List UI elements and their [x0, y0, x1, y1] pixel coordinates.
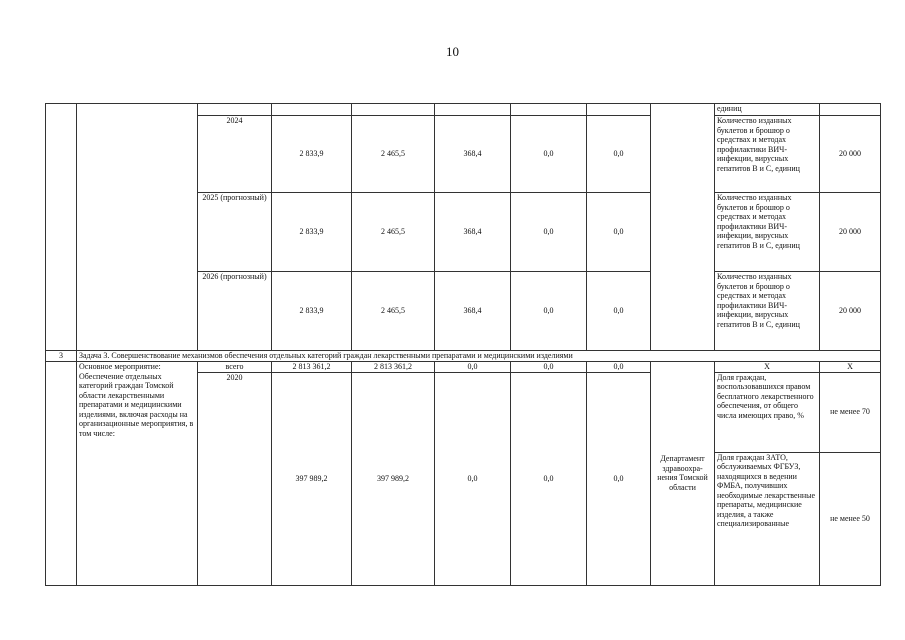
target-cell: не менее 50 — [820, 452, 881, 585]
value-cell: 2 465,5 — [352, 116, 435, 193]
target-cell: 20 000 — [820, 272, 881, 351]
value-cell: 2 833,9 — [272, 272, 352, 351]
value-cell: 2 833,9 — [272, 116, 352, 193]
indicator-cell: Доля граждан, воспользовавшихся правом бесплатного лекарственного обеспечения, от общего числа имеющих право, % — [715, 372, 820, 452]
value-cell: 397 989,2 — [352, 372, 435, 585]
value-cell: 0,0 — [511, 116, 587, 193]
year-cell: всего — [198, 362, 272, 373]
task-row — [46, 351, 881, 362]
year-cell: 2020 — [198, 372, 272, 585]
value-cell: 0,0 — [587, 372, 651, 585]
value-cell: 397 989,2 — [272, 372, 352, 585]
value-cell: 2 813 361,2 — [272, 362, 352, 373]
value-cell: 2 465,5 — [352, 193, 435, 272]
value-cell: 0,0 — [511, 362, 587, 373]
value-cell — [587, 104, 651, 116]
row-number-cell — [46, 104, 77, 351]
year-cell: 2026 (прогнозный) — [198, 272, 272, 351]
value-cell: 0,0 — [587, 116, 651, 193]
value-cell: 2 833,9 — [272, 193, 352, 272]
indicator-cell: Количество изданных буклетов и брошюр о средствах и методах профилактики ВИЧ-инфекции, вирусных гепатитов В и С, единиц — [715, 116, 820, 193]
measure-name-cell: Основное мероприятие: Обеспечение отдельных категорий граждан Томской области лекарственными препаратами и медицинскими изделиями, включая расходы на организационные мероприятия, в том числе: — [77, 362, 198, 586]
value-cell — [511, 104, 587, 116]
executor-cell: Департамент здравоохра-нения Томской области — [651, 362, 715, 586]
task-title: Задача 3. Совершенствование механизмов обеспечения отдельных категорий граждан лекарственными препаратами и медицинскими изделиями — [77, 351, 881, 362]
target-cell: 20 000 — [820, 193, 881, 272]
year-cell: 2024 — [198, 116, 272, 193]
value-cell: 368,4 — [435, 193, 511, 272]
program-table — [45, 103, 881, 586]
value-cell — [435, 104, 511, 116]
measure-name-cell — [77, 104, 198, 351]
value-cell: 0,0 — [511, 372, 587, 585]
value-cell: 2 813 361,2 — [352, 362, 435, 373]
row-number-cell — [46, 362, 77, 586]
indicator-cell: Количество изданных буклетов и брошюр о средствах и методах профилактики ВИЧ-инфекции, вирусных гепатитов В и С, единиц — [715, 272, 820, 351]
indicator-cell: Х — [715, 362, 820, 373]
value-cell: 0,0 — [435, 372, 511, 585]
value-cell: 0,0 — [511, 272, 587, 351]
page-number: 10 — [446, 44, 459, 59]
value-cell: 0,0 — [587, 362, 651, 373]
executor-cell — [651, 104, 715, 351]
value-cell: 0,0 — [435, 362, 511, 373]
target-cell — [820, 104, 881, 116]
year-cell: 2025 (прогнозный) — [198, 193, 272, 272]
table-row — [46, 104, 881, 116]
value-cell: 368,4 — [435, 272, 511, 351]
value-cell — [352, 104, 435, 116]
value-cell: 2 465,5 — [352, 272, 435, 351]
value-cell: 0,0 — [587, 272, 651, 351]
target-cell: Х — [820, 362, 881, 373]
value-cell: 0,0 — [511, 193, 587, 272]
indicator-cell: Количество изданных буклетов и брошюр о средствах и методах профилактики ВИЧ-инфекции, вирусных гепатитов В и С, единиц — [715, 193, 820, 272]
year-cell — [198, 104, 272, 116]
task-number: 3 — [46, 351, 77, 362]
target-cell: не менее 70 — [820, 372, 881, 452]
indicator-cell: единиц — [715, 104, 820, 116]
target-cell: 20 000 — [820, 116, 881, 193]
table-row — [46, 362, 881, 373]
value-cell: 0,0 — [587, 193, 651, 272]
value-cell: 368,4 — [435, 116, 511, 193]
indicator-cell: Доля граждан ЗАТО, обслуживаемых ФГБУЗ, находящихся в ведении ФМБА, получивших необходимые лекарственные препараты, медицинские изделия, а также специализированные — [715, 452, 820, 585]
value-cell — [272, 104, 352, 116]
